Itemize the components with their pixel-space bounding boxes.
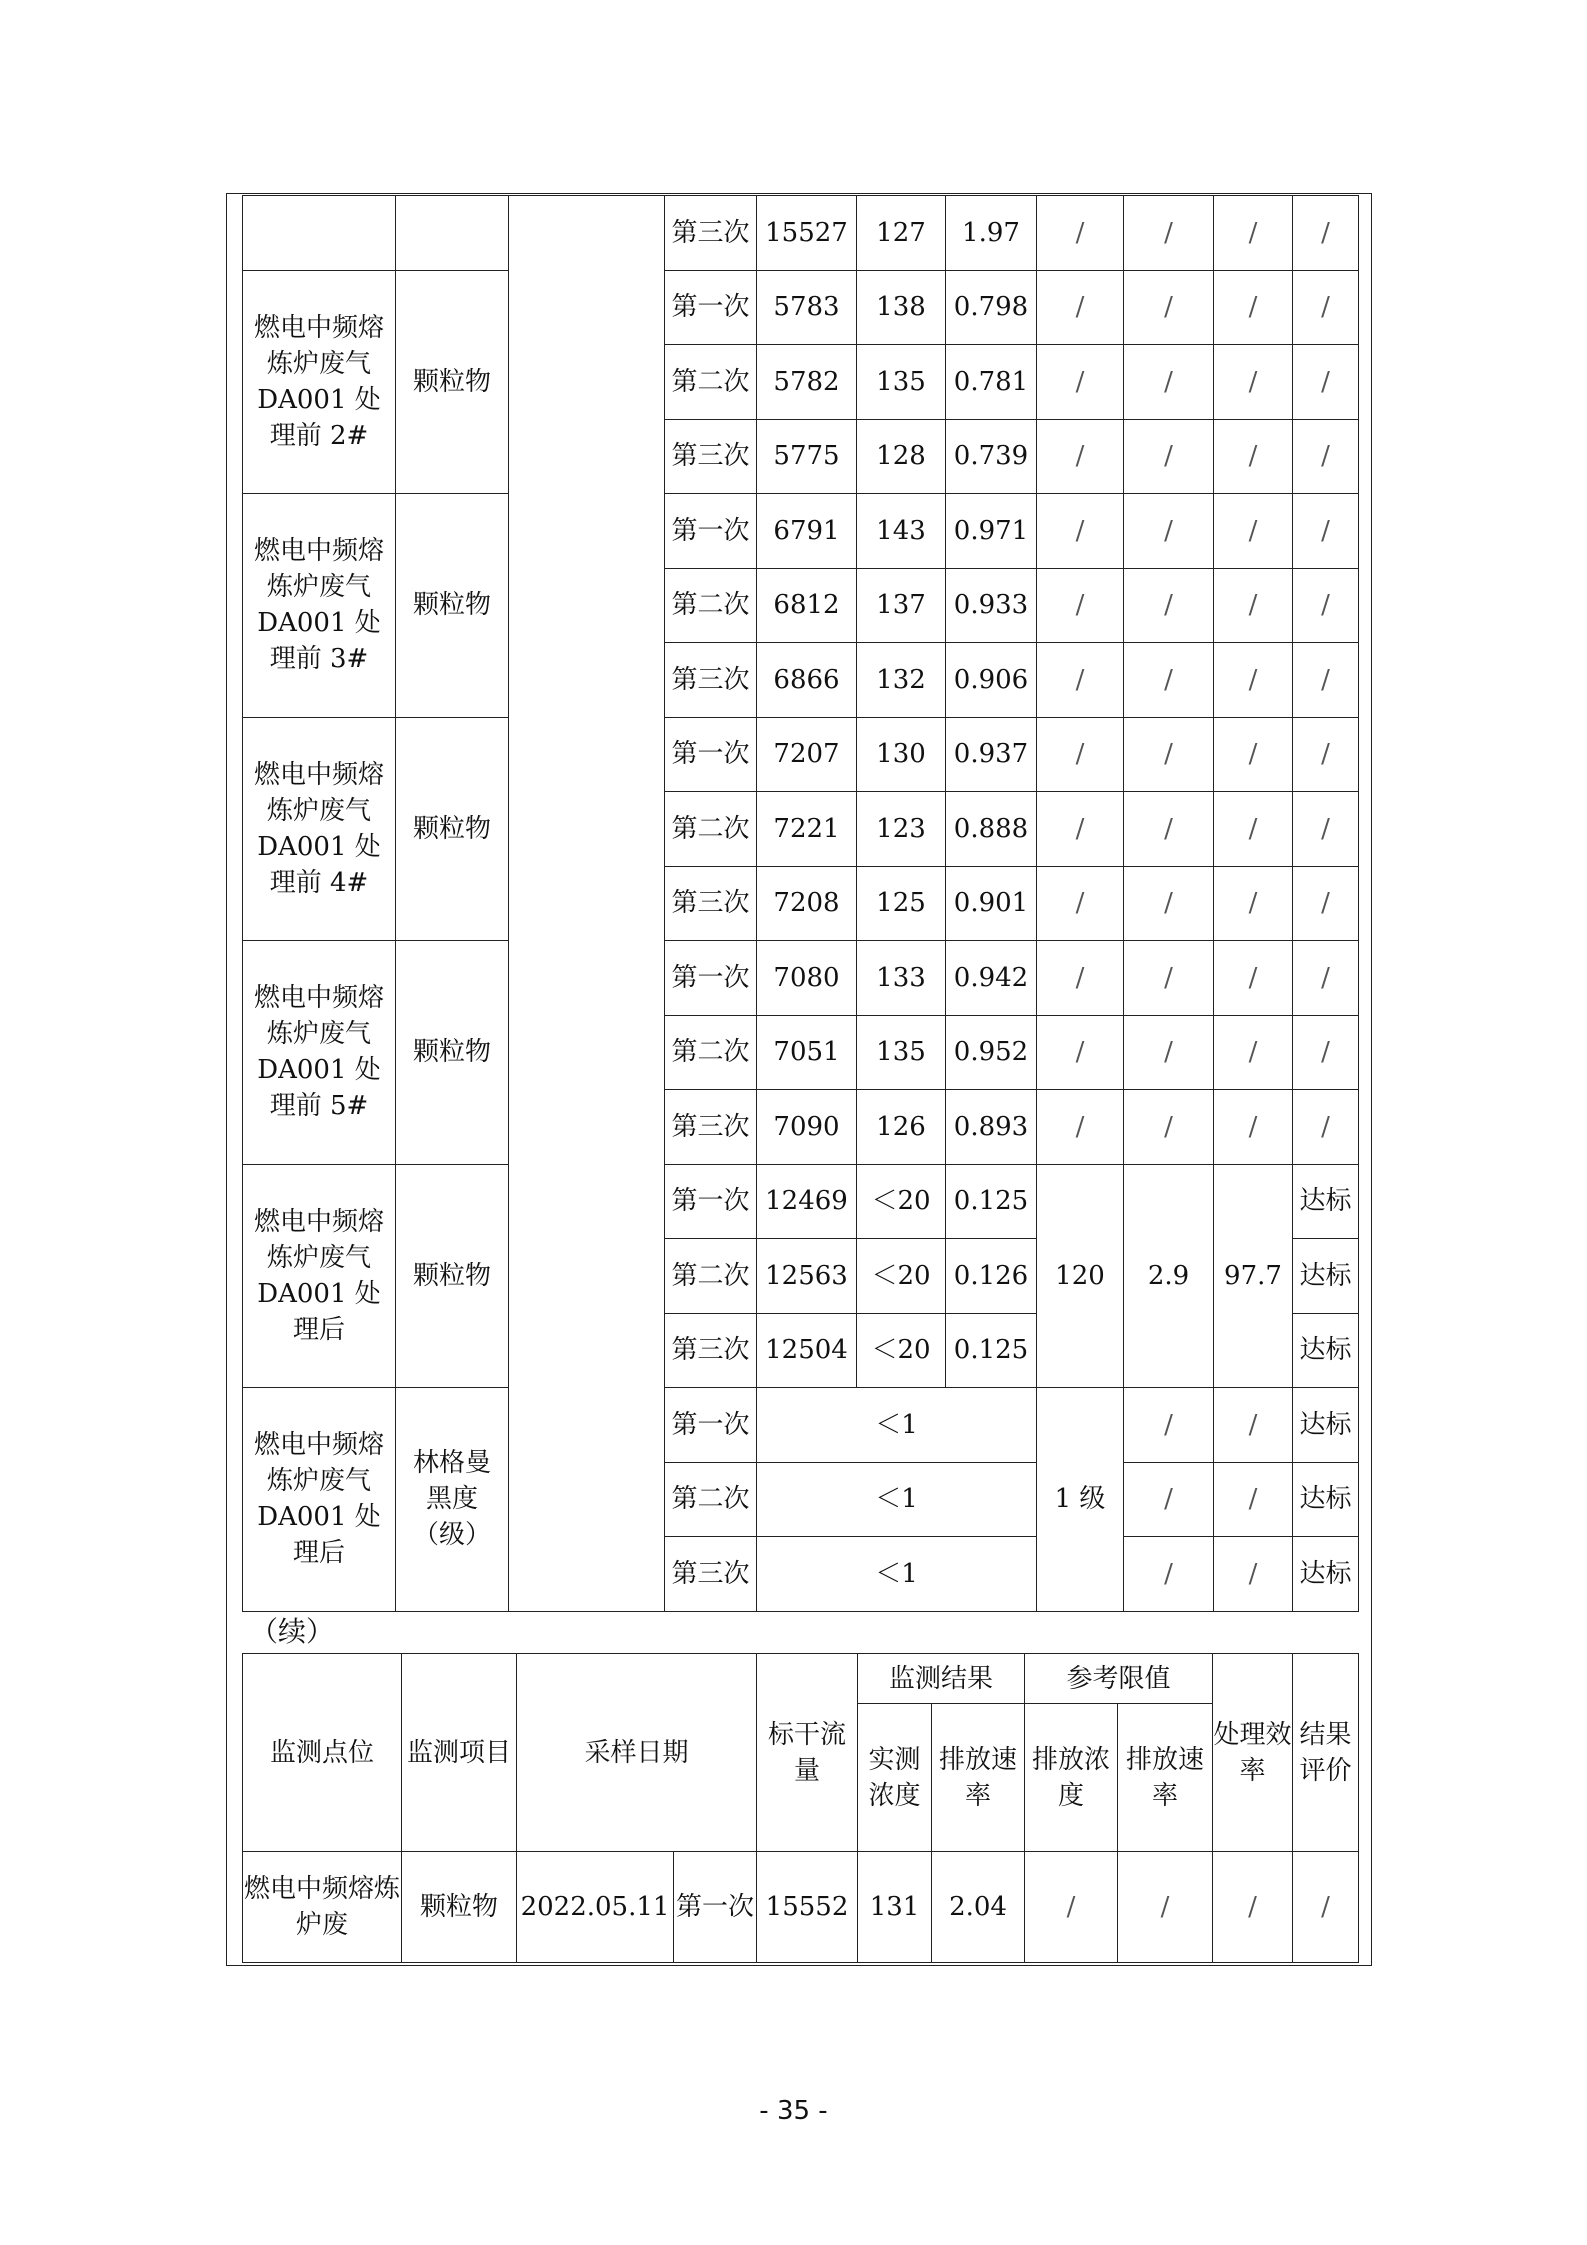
slash-cell: / bbox=[1293, 1090, 1359, 1165]
slash-cell: / bbox=[1124, 866, 1214, 941]
conc-cell: 143 bbox=[857, 494, 946, 569]
header-reference: 参考限值 bbox=[1025, 1654, 1213, 1704]
rate-cell: 0.937 bbox=[946, 717, 1037, 792]
location-cell: 燃电中频熔炼炉废气 DA001 处理前 2# bbox=[243, 270, 396, 494]
table-row bbox=[243, 1388, 1359, 1463]
sample-cell: 第二次 bbox=[665, 792, 757, 867]
item-cell: 颗粒物 bbox=[396, 941, 509, 1165]
slash-cell: / bbox=[1214, 1462, 1293, 1537]
row-limit-conc: / bbox=[1025, 1852, 1118, 1963]
slash-cell: / bbox=[1293, 345, 1359, 420]
row-conc: 131 bbox=[858, 1852, 932, 1963]
header-emission-conc: 排放浓度 bbox=[1025, 1704, 1118, 1852]
slash-cell: / bbox=[1214, 717, 1293, 792]
sample-cell: 第三次 bbox=[665, 1090, 757, 1165]
flow-cell: 7207 bbox=[757, 717, 857, 792]
continued-label: （续） bbox=[250, 1615, 335, 1648]
conc-cell: 128 bbox=[857, 419, 946, 494]
header-results: 监测结果 bbox=[858, 1654, 1025, 1704]
rate-cell: 0.126 bbox=[946, 1239, 1037, 1314]
slash-cell: / bbox=[1124, 941, 1214, 1016]
flow-cell: 12469 bbox=[757, 1164, 857, 1239]
slash-cell: / bbox=[1037, 419, 1124, 494]
slash-cell: / bbox=[1037, 494, 1124, 569]
header-efficiency: 处理效率 bbox=[1213, 1654, 1293, 1852]
table-row bbox=[243, 196, 1359, 271]
limit-conc-cell: 120 bbox=[1037, 1164, 1124, 1388]
conc-cell: 133 bbox=[857, 941, 946, 1016]
flow-cell: 15527 bbox=[757, 196, 857, 271]
slash-cell: / bbox=[1214, 1015, 1293, 1090]
conc-cell: 135 bbox=[857, 345, 946, 420]
slash-cell: / bbox=[1214, 866, 1293, 941]
rate-cell: 0.125 bbox=[946, 1164, 1037, 1239]
limit-rate-cell: 2.9 bbox=[1124, 1164, 1214, 1388]
value-cell: ＜1 bbox=[757, 1388, 1037, 1463]
result-cell: 达标 bbox=[1293, 1313, 1359, 1388]
conc-cell: ＜20 bbox=[857, 1164, 946, 1239]
header-emission-rate: 排放速率 bbox=[932, 1704, 1025, 1852]
table-row bbox=[243, 941, 1359, 1016]
slash-cell: / bbox=[1037, 568, 1124, 643]
row-limit-rate: / bbox=[1118, 1852, 1213, 1963]
slash-cell: / bbox=[1214, 270, 1293, 345]
sample-cell: 第三次 bbox=[665, 1537, 757, 1612]
row-date: 2022.05.11 bbox=[517, 1852, 674, 1963]
flow-cell: 6812 bbox=[757, 568, 857, 643]
conc-cell: 125 bbox=[857, 866, 946, 941]
slash-cell: / bbox=[1037, 196, 1124, 271]
slash-cell: / bbox=[1214, 1388, 1293, 1463]
sample-cell: 第三次 bbox=[665, 1313, 757, 1388]
slash-cell: / bbox=[1124, 270, 1214, 345]
slash-cell: / bbox=[1293, 196, 1359, 271]
item-cell: 颗粒物 bbox=[396, 270, 509, 494]
slash-cell: / bbox=[1293, 270, 1359, 345]
result-cell: 达标 bbox=[1293, 1462, 1359, 1537]
table-row bbox=[243, 717, 1359, 792]
flow-cell: 12504 bbox=[757, 1313, 857, 1388]
conc-cell: 135 bbox=[857, 1015, 946, 1090]
slash-cell: / bbox=[1037, 717, 1124, 792]
rate-cell: 0.952 bbox=[946, 1015, 1037, 1090]
slash-cell: / bbox=[1214, 345, 1293, 420]
slash-cell: / bbox=[1037, 345, 1124, 420]
slash-cell: / bbox=[1124, 568, 1214, 643]
sample-cell: 第二次 bbox=[665, 345, 757, 420]
conc-cell: ＜20 bbox=[857, 1239, 946, 1314]
location-cell: 燃电中频熔炼炉废气 DA001 处理前 5# bbox=[243, 941, 396, 1165]
rate-cell: 0.901 bbox=[946, 866, 1037, 941]
slash-cell: / bbox=[1037, 941, 1124, 1016]
conc-cell: 123 bbox=[857, 792, 946, 867]
slash-cell: / bbox=[1293, 494, 1359, 569]
flow-cell: 5783 bbox=[757, 270, 857, 345]
slash-cell: / bbox=[1214, 419, 1293, 494]
monitoring-table-lower bbox=[242, 1653, 1359, 1963]
row-evaluation: / bbox=[1293, 1852, 1359, 1963]
slash-cell: / bbox=[1037, 792, 1124, 867]
location-cell: 燃电中频熔炼炉废气 DA001 处理后 bbox=[243, 1388, 396, 1612]
sample-cell: 第一次 bbox=[665, 941, 757, 1016]
flow-cell: 7080 bbox=[757, 941, 857, 1016]
conc-cell: 126 bbox=[857, 1090, 946, 1165]
header-emission-rate-limit: 排放速率 bbox=[1118, 1704, 1213, 1852]
slash-cell: / bbox=[1124, 643, 1214, 718]
monitoring-table-upper bbox=[242, 195, 1359, 1612]
conc-cell: 138 bbox=[857, 270, 946, 345]
row-item: 颗粒物 bbox=[402, 1852, 517, 1963]
header-date: 采样日期 bbox=[517, 1654, 757, 1852]
slash-cell: / bbox=[1293, 941, 1359, 1016]
slash-cell: / bbox=[1124, 1462, 1214, 1537]
location-cell: 燃电中频熔炼炉废气 DA001 处理前 3# bbox=[243, 494, 396, 718]
item-cell: 颗粒物 bbox=[396, 717, 509, 941]
flow-cell: 7208 bbox=[757, 866, 857, 941]
rate-cell: 0.906 bbox=[946, 643, 1037, 718]
slash-cell: / bbox=[1214, 568, 1293, 643]
rate-cell: 0.781 bbox=[946, 345, 1037, 420]
flow-cell: 6866 bbox=[757, 643, 857, 718]
result-cell: 达标 bbox=[1293, 1537, 1359, 1612]
rate-cell: 0.942 bbox=[946, 941, 1037, 1016]
rate-cell: 0.798 bbox=[946, 270, 1037, 345]
table-row bbox=[243, 494, 1359, 569]
sample-cell: 第一次 bbox=[665, 1388, 757, 1463]
slash-cell: / bbox=[1293, 643, 1359, 718]
slash-cell: / bbox=[1124, 1537, 1214, 1612]
efficiency-cell: 97.7 bbox=[1214, 1164, 1293, 1388]
sample-cell: 第三次 bbox=[665, 643, 757, 718]
slash-cell: / bbox=[1214, 1090, 1293, 1165]
slash-cell: / bbox=[1293, 866, 1359, 941]
slash-cell: / bbox=[1214, 494, 1293, 569]
rate-cell: 0.933 bbox=[946, 568, 1037, 643]
item-cell: 颗粒物 bbox=[396, 1164, 509, 1388]
slash-cell: / bbox=[1293, 419, 1359, 494]
sample-cell: 第二次 bbox=[665, 568, 757, 643]
slash-cell: / bbox=[1124, 345, 1214, 420]
row-flow: 15552 bbox=[757, 1852, 858, 1963]
slash-cell: / bbox=[1293, 792, 1359, 867]
flow-cell: 5775 bbox=[757, 419, 857, 494]
slash-cell: / bbox=[1293, 717, 1359, 792]
item-cell: 颗粒物 bbox=[396, 494, 509, 718]
slash-cell: / bbox=[1214, 196, 1293, 271]
flow-cell: 7051 bbox=[757, 1015, 857, 1090]
sample-cell: 第二次 bbox=[665, 1462, 757, 1537]
slash-cell: / bbox=[1037, 643, 1124, 718]
header-location: 监测点位 bbox=[243, 1654, 402, 1852]
slash-cell: / bbox=[1293, 568, 1359, 643]
result-cell: 达标 bbox=[1293, 1239, 1359, 1314]
limit-cell: 1 级 bbox=[1037, 1388, 1124, 1612]
slash-cell: / bbox=[1037, 1015, 1124, 1090]
conc-cell: 137 bbox=[857, 568, 946, 643]
rate-cell: 0.888 bbox=[946, 792, 1037, 867]
slash-cell: / bbox=[1124, 717, 1214, 792]
sample-cell: 第一次 bbox=[665, 1164, 757, 1239]
value-cell: ＜1 bbox=[757, 1537, 1037, 1612]
sample-cell: 第一次 bbox=[665, 270, 757, 345]
result-cell: 达标 bbox=[1293, 1388, 1359, 1463]
flow-cell: 7221 bbox=[757, 792, 857, 867]
item-cell: 林格曼黑度（级） bbox=[396, 1388, 509, 1612]
slash-cell: / bbox=[1037, 866, 1124, 941]
value-cell: ＜1 bbox=[757, 1462, 1037, 1537]
location-cell bbox=[243, 196, 396, 271]
rate-cell: 0.971 bbox=[946, 494, 1037, 569]
row-sample: 第一次 bbox=[674, 1852, 757, 1963]
header-item: 监测项目 bbox=[402, 1654, 517, 1852]
row-rate: 2.04 bbox=[932, 1852, 1025, 1963]
flow-cell: 12563 bbox=[757, 1239, 857, 1314]
header-evaluation: 结果评价 bbox=[1293, 1654, 1359, 1852]
sample-cell: 第二次 bbox=[665, 1239, 757, 1314]
rate-cell: 0.893 bbox=[946, 1090, 1037, 1165]
conc-cell: 130 bbox=[857, 717, 946, 792]
slash-cell: / bbox=[1124, 792, 1214, 867]
slash-cell: / bbox=[1214, 643, 1293, 718]
table-row bbox=[243, 1164, 1359, 1239]
sample-cell: 第三次 bbox=[665, 419, 757, 494]
conc-cell: 127 bbox=[857, 196, 946, 271]
sample-cell: 第一次 bbox=[665, 717, 757, 792]
slash-cell: / bbox=[1124, 1015, 1214, 1090]
slash-cell: / bbox=[1293, 1015, 1359, 1090]
flow-cell: 7090 bbox=[757, 1090, 857, 1165]
sample-cell: 第二次 bbox=[665, 1015, 757, 1090]
conc-cell: 132 bbox=[857, 643, 946, 718]
page-number: - 35 - bbox=[759, 2096, 828, 2126]
slash-cell: / bbox=[1214, 792, 1293, 867]
table-row bbox=[243, 270, 1359, 345]
slash-cell: / bbox=[1214, 1537, 1293, 1612]
slash-cell: / bbox=[1124, 494, 1214, 569]
slash-cell: / bbox=[1214, 941, 1293, 1016]
item-cell bbox=[396, 196, 509, 271]
sample-cell: 第三次 bbox=[665, 866, 757, 941]
header-measured-conc: 实测浓度 bbox=[858, 1704, 932, 1852]
rate-cell: 0.125 bbox=[946, 1313, 1037, 1388]
slash-cell: / bbox=[1124, 1090, 1214, 1165]
date-cell bbox=[509, 196, 665, 1612]
flow-cell: 5782 bbox=[757, 345, 857, 420]
slash-cell: / bbox=[1037, 270, 1124, 345]
row-location: 燃电中频熔炼炉废 bbox=[243, 1852, 402, 1963]
location-cell: 燃电中频熔炼炉废气 DA001 处理后 bbox=[243, 1164, 396, 1388]
slash-cell: / bbox=[1124, 1388, 1214, 1463]
slash-cell: / bbox=[1124, 196, 1214, 271]
result-cell: 达标 bbox=[1293, 1164, 1359, 1239]
rate-cell: 0.739 bbox=[946, 419, 1037, 494]
conc-cell: ＜20 bbox=[857, 1313, 946, 1388]
row-efficiency: / bbox=[1213, 1852, 1293, 1963]
sample-cell: 第一次 bbox=[665, 494, 757, 569]
location-cell: 燃电中频熔炼炉废气 DA001 处理前 4# bbox=[243, 717, 396, 941]
slash-cell: / bbox=[1037, 1090, 1124, 1165]
flow-cell: 6791 bbox=[757, 494, 857, 569]
slash-cell: / bbox=[1124, 419, 1214, 494]
rate-cell: 1.97 bbox=[946, 196, 1037, 271]
sample-cell: 第三次 bbox=[665, 196, 757, 271]
header-flow: 标干流量 bbox=[757, 1654, 858, 1852]
